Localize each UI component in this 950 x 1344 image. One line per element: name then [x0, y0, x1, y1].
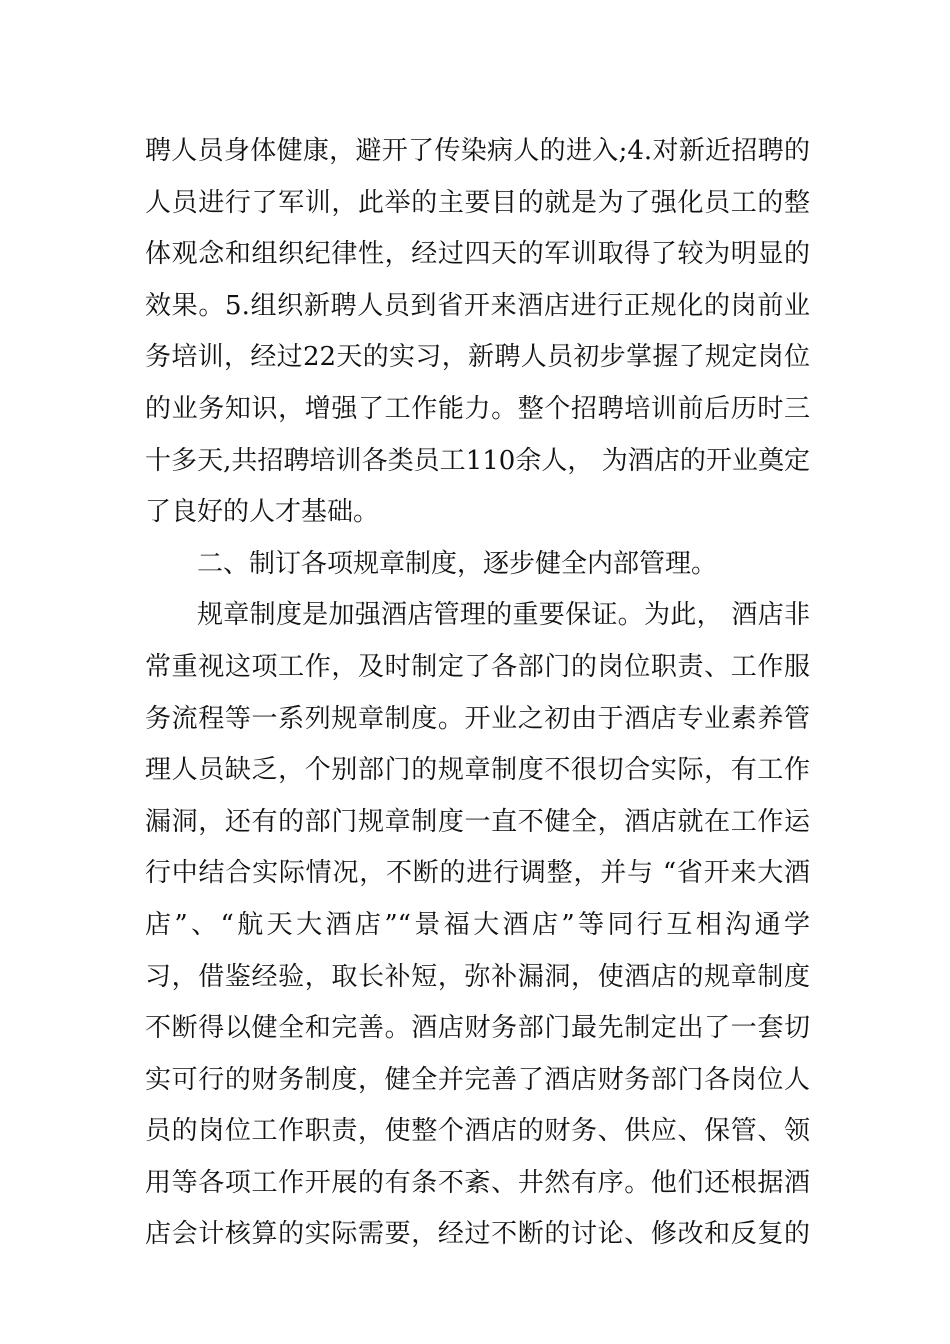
paragraph-1-line: 体观念和组织纪律性，经过四天的军训取得了较为明显的	[145, 239, 810, 270]
paragraph-1-line: 人员进行了军训，此举的主要目的就是为了强化员工的整	[145, 187, 810, 218]
paragraph-2-line: 店”、“航天大酒店”“景福大酒店”等同行互相沟通学	[145, 909, 810, 940]
document-body	[145, 126, 810, 1261]
paragraph-2-line: 行中结合实际情况，不断的进行调整，并与 “省开来大酒	[145, 858, 810, 889]
paragraph-1-line: 了良好的人才基础。	[145, 497, 380, 528]
paragraph-2-line: 店会计核算的实际需要，经过不断的讨论、修改和反复的	[145, 1219, 810, 1250]
paragraph-1-line: 效果。5.组织新聘人员到省开来酒店进行正规化的岗前业	[145, 290, 810, 321]
paragraph-2-line: 员的岗位工作职责，使整个酒店的财务、供应、保管、领	[145, 1116, 810, 1147]
paragraph-2-line: 用等各项工作开展的有条不紊、井然有序。他们还根据酒	[145, 1167, 810, 1198]
paragraph-1-line: 十多天,共招聘培训各类员工110余人， 为酒店的开业奠定	[145, 445, 810, 476]
paragraph-2-line: 习，借鉴经验，取长补短，弥补漏洞，使酒店的规章制度	[145, 961, 810, 992]
paragraph-2-line: 务流程等一系列规章制度。开业之初由于酒店专业素养管	[145, 703, 810, 734]
paragraph-1-line: 的业务知识，增强了工作能力。整个招聘培训前后历时三	[145, 393, 810, 424]
paragraph-2-line: 理人员缺乏，个别部门的规章制度不很切合实际，有工作	[145, 755, 810, 786]
paragraph-2-line: 规章制度是加强酒店管理的重要保证。为此， 酒店非	[197, 600, 810, 631]
paragraph-1-line: 务培训，经过22天的实习，新聘人员初步掌握了规定岗位	[145, 342, 810, 373]
section-heading: 二、制订各项规章制度，逐步健全内部管理。	[197, 548, 718, 579]
paragraph-2-line: 漏洞，还有的部门规章制度一直不健全，酒店就在工作运	[145, 806, 810, 837]
paragraph-2-line: 常重视这项工作，及时制定了各部门的岗位职责、工作服	[145, 651, 810, 682]
paragraph-2-line: 实可行的财务制度，健全并完善了酒店财务部门各岗位人	[145, 1064, 810, 1095]
paragraph-2-line: 不断得以健全和完善。酒店财务部门最先制定出了一套切	[145, 1013, 810, 1044]
paragraph-1-line: 聘人员身体健康，避开了传染病人的进入;4.对新近招聘的	[145, 136, 810, 166]
